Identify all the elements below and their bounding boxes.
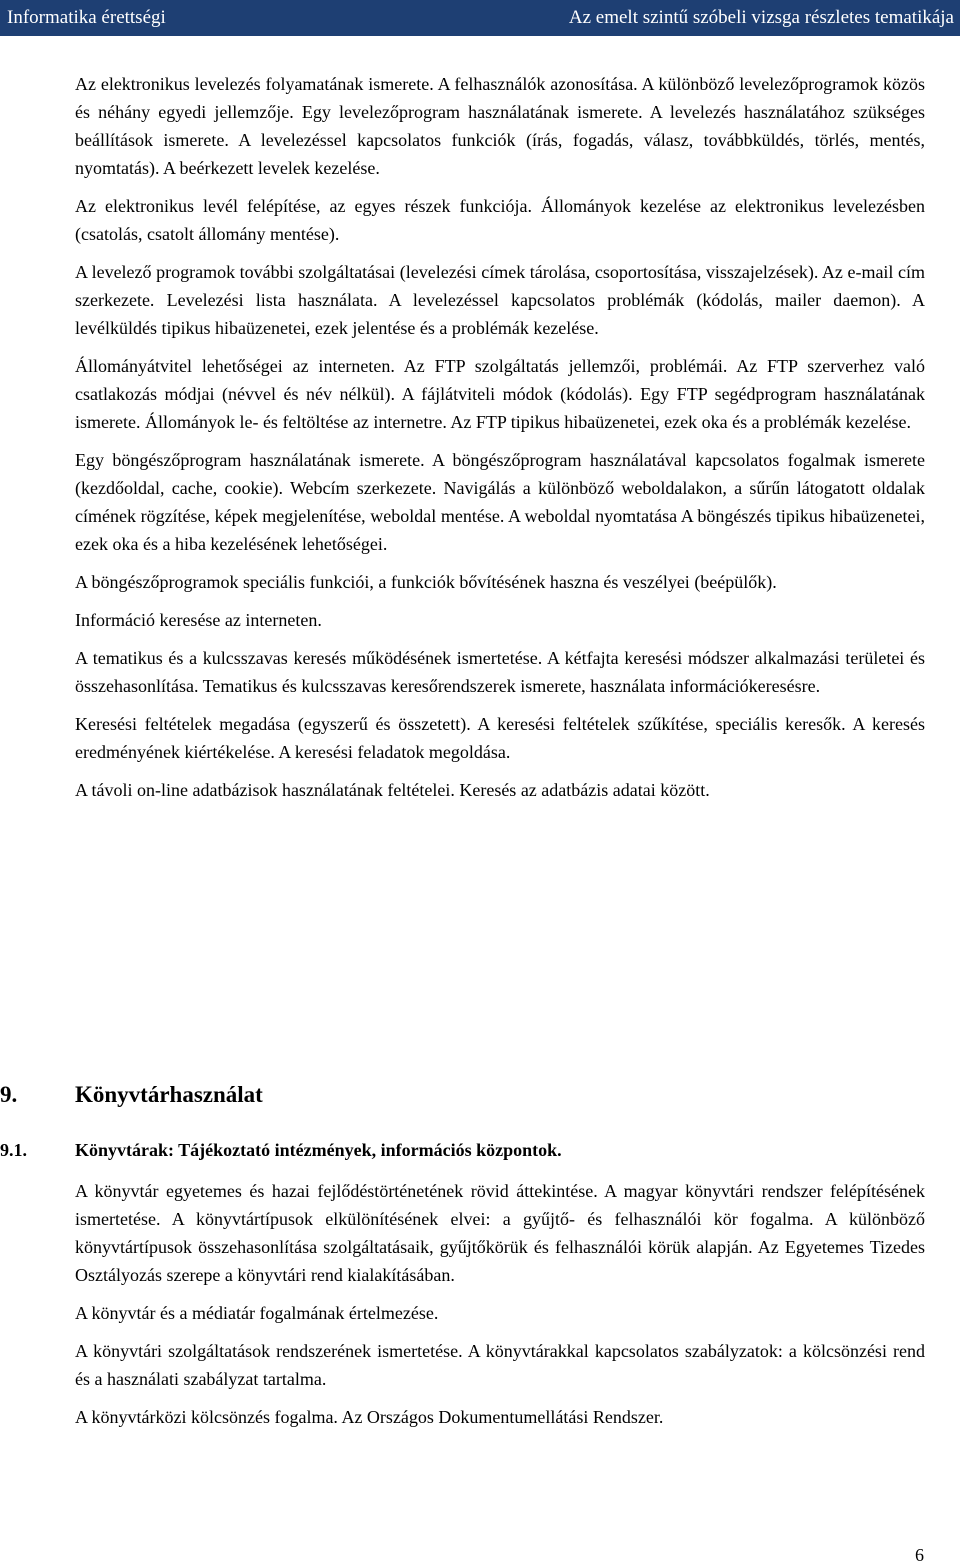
- subsection-title: Könyvtárak: Tájékoztató intézmények, információs központok.: [75, 1140, 562, 1160]
- paragraph: Az elektronikus levelezés folyamatának ismerete. A felhasználók azonosítása. A különböző levelezőprogramok közös és néhány egyedi jellemzője. Egy levelezőprogram használatának ismerete. A levelezés használatához szükséges beállítások ismerete. A levelezéssel kapcsolatos funkciók (írás, fogadás, válasz, továbbküldés, törlés, mentés, nyomtatás). A beérkezett levelek kezelése.: [75, 74, 925, 178]
- paragraph: A böngészőprogramok speciális funkciói, a funkciók bővítésének haszna és veszélyei (beépülők).: [75, 572, 777, 592]
- paragraph: A távoli on-line adatbázisok használatának feltételei. Keresés az adatbázis adatai között.: [75, 780, 710, 800]
- paragraph: Állományátvitel lehetőségei az interneten. Az FTP szolgáltatás jellemzői, problémái. Az FTP szerverhez való csatlakozás módjai (névvel és név nélkül). A fájlátviteli módok (kódolás). Egy FTP segédprogram használatának ismerete. Állományok le- és feltöltése az internetre. Az FTP tipikus hibaüzenetei, ezek oka és a problémák kezelése.: [75, 356, 925, 432]
- paragraph: A levelező programok további szolgáltatásai (levelezési címek tárolása, csoportosítása, visszajelzések). Az e-mail cím szerkezete. Levelezési lista használata. A levelezéssel kapcsolatos problémák (kódolás, mailer daemon). A levélküldés tipikus hibaüzenetei, ezek jelentése és a problémák kezelése.: [75, 262, 925, 338]
- paragraph: A könyvtár és a médiatár fogalmának értelmezése.: [75, 1303, 439, 1323]
- header-right-title: Az emelt szintű szóbeli vizsga részletes tematikája: [568, 7, 954, 28]
- page-number: 6: [915, 1545, 924, 1565]
- body-text-section-8: [75, 70, 925, 814]
- paragraph: A könyvtár egyetemes és hazai fejlődéstörténetének rövid áttekintése. A magyar könyvtári rendszer felépítésének ismertetése. A könyvtártípusok elkülönítésének elvei: a gyűjtő- és felhasználói kör fogalma. A különböző könyvtártípusok összehasonlítása szolgáltatásaik, gyűjtőkörük és felhasználói körük alapján. Az Egyetemes Tizedes Osztályozás szerepe a könyvtári rend kialakításában.: [75, 1181, 925, 1285]
- subsection-number: 9.1.: [0, 1140, 27, 1160]
- page-header: [0, 0, 960, 36]
- paragraph: A könyvtárközi kölcsönzés fogalma. Az Országos Dokumentumellátási Rendszer.: [75, 1407, 664, 1427]
- header-left-title: Informatika érettségi: [7, 7, 166, 28]
- section-title: Könyvtárhasználat: [75, 1082, 263, 1107]
- body-text-section-9: [75, 1177, 925, 1441]
- section-number: 9.: [0, 1082, 18, 1107]
- paragraph: Az elektronikus levél felépítése, az egyes részek funkciója. Állományok kezelése az elektronikus levelezésben (csatolás, csatolt állomány mentése).: [75, 196, 925, 244]
- paragraph: Információ keresése az interneten.: [75, 610, 322, 630]
- paragraph: A könyvtári szolgáltatások rendszerének ismertetése. A könyvtárakkal kapcsolatos szabályzatok: a kölcsönzési rend és a használati szabályzat tartalma.: [75, 1341, 925, 1389]
- paragraph: Keresési feltételek megadása (egyszerű és összetett). A keresési feltételek szűkítése, speciális keresők. A keresés eredményének kiértékelése. A keresési feladatok megoldása.: [75, 714, 925, 762]
- paragraph: A tematikus és a kulcsszavas keresés működésének ismertetése. A kétfajta keresési módszer alkalmazási területei és összehasonlítása. Tematikus és kulcsszavas keresőrendszerek ismerete, használata információkeresésre.: [75, 648, 925, 696]
- paragraph: Egy böngészőprogram használatának ismerete. A böngészőprogram használatával kapcsolatos fogalmak ismerete (kezdőoldal, cache, cookie). Webcím szerkezete. Navigálás a különböző weboldalakon, a sűrűn látogatott oldalak címének rögzítése, képek megjelenítése, weboldal mentése. A weboldal nyomtatása A böngészés tipikus hibaüzenetei, ezek oka és a hiba kezelésének lehetőségei.: [75, 450, 925, 554]
